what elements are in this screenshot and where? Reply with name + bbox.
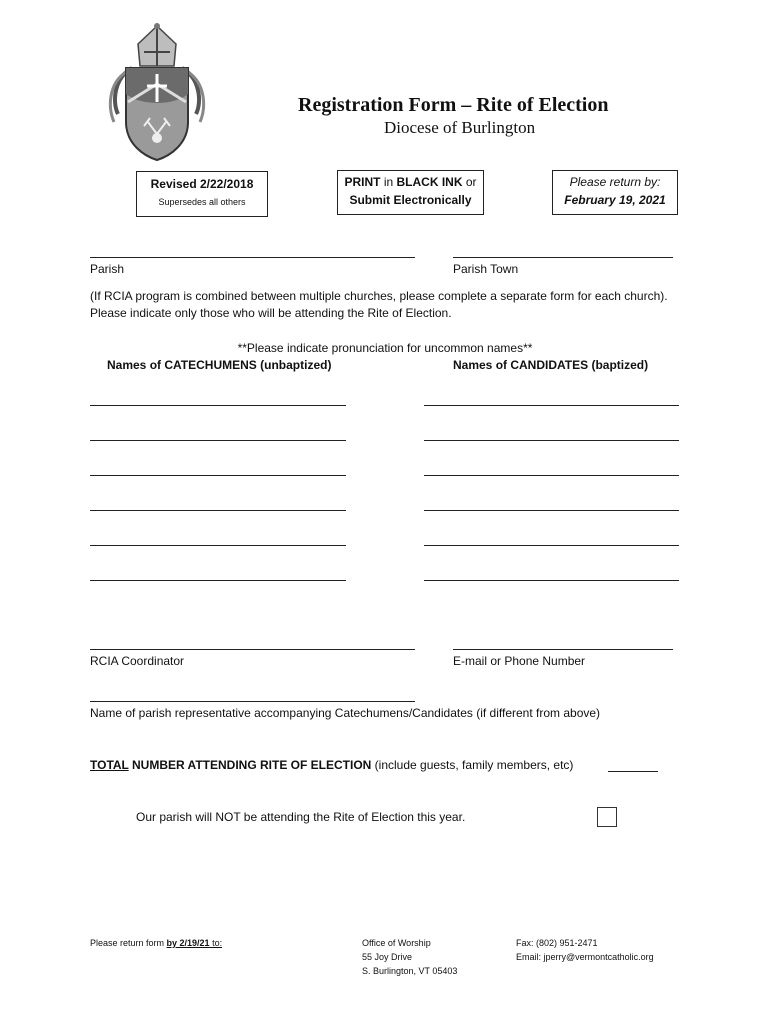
office-fax: Fax: (802) 951-2471: [516, 938, 598, 948]
candidate-name-line-2[interactable]: [424, 440, 679, 441]
office-address-line-1: 55 Joy Drive: [362, 952, 413, 962]
revised-date: Revised 2/22/2018: [150, 177, 254, 191]
parish-town-input-line[interactable]: [453, 257, 673, 258]
print-instruction-box: [337, 170, 484, 215]
total-attending-input-line[interactable]: [608, 771, 658, 772]
rcia-coordinator-label: RCIA Coordinator: [90, 654, 185, 668]
representative-input-line[interactable]: [90, 701, 415, 702]
form-title: Registration Form – Rite of Election: [298, 94, 609, 116]
office-address-line-2: S. Burlington, VT 05403: [362, 966, 458, 976]
diocese-coat-of-arms-icon: [104, 22, 210, 162]
form-subtitle: Diocese of Burlington: [384, 118, 536, 137]
not-attending-checkbox[interactable]: [597, 807, 617, 827]
parish-town-label: Parish Town: [453, 262, 519, 276]
return-by-box: [552, 170, 678, 215]
supersedes-note: Supersedes all others: [158, 197, 246, 207]
not-attending-label: Our parish will NOT be attending the Rite of Election this year.: [136, 810, 466, 824]
return-by-label: Please return by:: [569, 175, 661, 189]
catechumen-name-line-4[interactable]: [90, 510, 346, 511]
parish-input-line[interactable]: [90, 257, 415, 258]
catechumen-name-line-5[interactable]: [90, 545, 346, 546]
total-attending-label: TOTAL NUMBER ATTENDING RITE OF ELECTION (include guests, family members, etc): [90, 758, 574, 772]
rcia-coordinator-input-line[interactable]: [90, 649, 415, 650]
catechumen-name-line-2[interactable]: [90, 440, 346, 441]
instructions-text: (If RCIA program is combined between multiple churches, please complete a separate form for each church). Please indicate only those who will be attending the Rite of Election.: [90, 289, 668, 320]
catechumens-header: Names of CATECHUMENS (unbaptized): [107, 358, 332, 372]
contact-input-line[interactable]: [453, 649, 673, 650]
candidate-name-line-1[interactable]: [424, 405, 679, 406]
candidate-name-line-3[interactable]: [424, 475, 679, 476]
candidate-name-line-6[interactable]: [424, 580, 679, 581]
candidate-name-line-4[interactable]: [424, 510, 679, 511]
catechumen-name-line-3[interactable]: [90, 475, 346, 476]
pronunciation-note: **Please indicate pronunciation for uncommon names**: [237, 341, 533, 355]
office-name: Office of Worship: [362, 938, 431, 948]
footer-return-instruction: Please return form by 2/19/21 to:: [90, 938, 223, 948]
candidate-name-line-5[interactable]: [424, 545, 679, 546]
parish-label: Parish: [90, 262, 125, 276]
catechumen-name-line-1[interactable]: [90, 405, 346, 406]
submit-electronically-line: Submit Electronically: [349, 193, 472, 207]
representative-label: Name of parish representative accompanying Catechumens/Candidates (if different from above): [90, 706, 601, 720]
candidates-header: Names of CANDIDATES (baptized): [453, 358, 649, 372]
return-by-date: February 19, 2021: [564, 193, 666, 207]
revised-box: [136, 171, 268, 217]
catechumen-name-line-6[interactable]: [90, 580, 346, 581]
office-email: Email: jperry@vermontcatholic.org: [516, 952, 654, 962]
print-line: PRINT in BLACK INK or: [344, 175, 477, 189]
contact-label: E-mail or Phone Number: [453, 654, 586, 668]
